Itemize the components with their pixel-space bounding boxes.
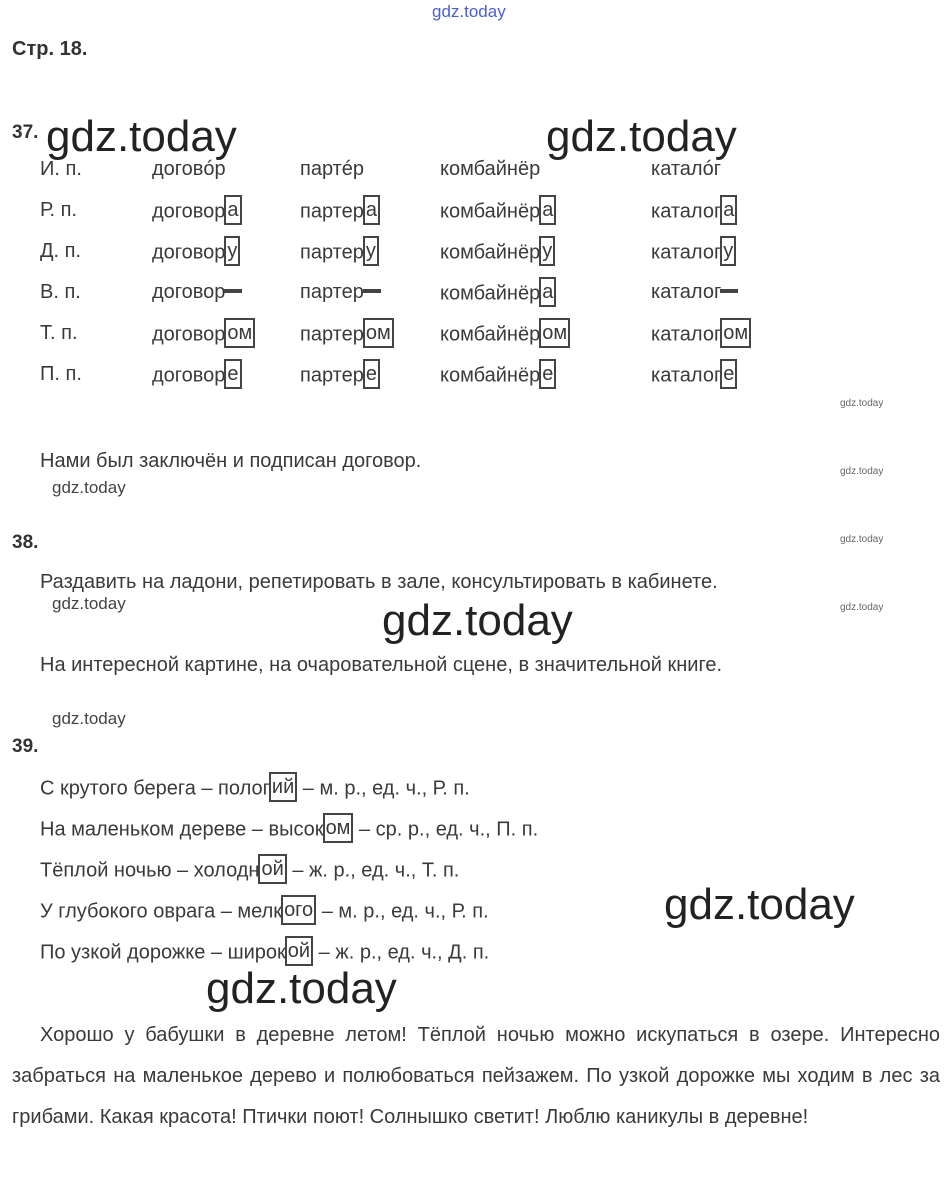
- noun-form: [440, 322, 570, 348]
- grammar-info: – м. р., ед. ч., Р. п.: [297, 777, 470, 800]
- word-stem: комбайнёр: [440, 323, 541, 346]
- case-label: П. п.: [40, 363, 82, 385]
- exercise-37-sentence: Нами был заключён и подписан договор.: [40, 450, 422, 472]
- noun-form: [440, 199, 556, 225]
- phrase-text: На маленьком дереве – высок: [40, 818, 324, 841]
- watermark-tiny: gdz.today: [840, 398, 884, 409]
- word-stem: договор: [152, 364, 226, 387]
- noun-form: [651, 281, 738, 304]
- noun-form: [300, 240, 379, 266]
- phrase-row: [40, 899, 489, 925]
- grammar-info: – ж. р., ед. ч., Т. п.: [286, 859, 460, 882]
- word-stem: каталог: [651, 200, 722, 223]
- ending-box: [363, 289, 381, 293]
- word-stem: комбайнёр: [440, 200, 541, 223]
- word-stem: договор: [152, 241, 226, 264]
- word-stem: каталог: [651, 364, 722, 387]
- noun-form: [152, 363, 242, 389]
- watermark-large: gdz.today: [206, 964, 397, 1013]
- grammar-info: – ср. р., ед. ч., П. п.: [353, 818, 539, 841]
- phrase-row: [40, 776, 470, 802]
- case-label: Р. п.: [40, 199, 78, 221]
- case-label: Д. п.: [40, 240, 82, 262]
- noun-form: [440, 281, 556, 307]
- watermark-tiny: gdz.today: [840, 602, 884, 613]
- ending-box: у: [363, 236, 379, 266]
- exercise-37-number: 37.: [12, 122, 39, 143]
- ending-box: ом: [539, 318, 570, 348]
- ending-box: а: [539, 195, 556, 225]
- case-label: Т. п.: [40, 322, 78, 344]
- page-reference: Стр. 18.: [12, 38, 88, 60]
- word-stem: каталог: [651, 281, 722, 304]
- case-label: И. п.: [40, 158, 82, 180]
- exercise-38-line-1: Раздавить на ладони, репетировать в зале, консультировать в кабинете.: [40, 571, 718, 593]
- ending-box: у: [539, 236, 555, 266]
- paragraph-first-sentence: Хорошо у бабушки в деревне летом! Тёплой ночью можно искупаться в озере.: [40, 1024, 830, 1046]
- ending-box: ом: [720, 318, 751, 348]
- word-stem: партéр: [300, 158, 365, 181]
- exercise-38-line-2: На интересной картине, на очаровательной сцене, в значительной книге.: [40, 654, 723, 676]
- watermark-large: gdz.today: [382, 596, 573, 645]
- watermark-tiny: gdz.today: [840, 466, 884, 477]
- ending-box: ом: [224, 318, 255, 348]
- grammar-info: – м. р., ед. ч., Р. п.: [316, 900, 489, 923]
- noun-form: [651, 322, 751, 348]
- paragraph-rest: Интересно забраться на маленькое дерево и полюбоваться пейзажем. По узкой дорожке мы ходим в лес за грибами. Какая красота! Птички поют! Солнышко светит! Люблю каникулы в деревне!: [12, 1024, 941, 1128]
- top-watermark[interactable]: gdz.today: [432, 2, 506, 21]
- exercise-39-number: 39.: [12, 736, 39, 757]
- noun-form: [300, 363, 380, 389]
- ending-box: а: [224, 195, 241, 225]
- noun-form: [440, 363, 556, 389]
- noun-form: [651, 240, 736, 266]
- word-stem: каталог: [651, 323, 722, 346]
- watermark-large: gdz.today: [46, 112, 237, 161]
- noun-form: [651, 363, 737, 389]
- noun-form: [152, 199, 242, 225]
- ending-box: ой: [285, 936, 313, 966]
- ending-box: е: [539, 359, 556, 389]
- noun-form: [440, 158, 540, 181]
- ending-box: [720, 289, 738, 293]
- noun-form: [300, 322, 394, 348]
- word-stem: комбайнёр: [440, 241, 541, 264]
- word-stem: каталóг: [651, 158, 722, 181]
- watermark-small: gdz.today: [52, 478, 126, 497]
- word-stem: комбайнёр: [440, 282, 541, 305]
- phrase-row: [40, 858, 459, 884]
- exercise-38-number: 38.: [12, 532, 39, 553]
- ending-box: ой: [258, 854, 286, 884]
- watermark-small: gdz.today: [52, 594, 126, 613]
- phrase-row: [40, 817, 538, 843]
- ending-box: е: [224, 359, 241, 389]
- ending-box: ом: [323, 813, 354, 843]
- ending-box: е: [363, 359, 380, 389]
- ending-box: а: [539, 277, 556, 307]
- noun-form: [152, 158, 226, 181]
- watermark-tiny: gdz.today: [840, 534, 884, 545]
- ending-box: е: [720, 359, 737, 389]
- ending-box: а: [720, 195, 737, 225]
- noun-form: [300, 158, 364, 181]
- phrase-text: Тёплой ночью – холодн: [40, 859, 260, 882]
- word-stem: каталог: [651, 241, 722, 264]
- watermark-large: gdz.today: [546, 112, 737, 161]
- watermark-small: gdz.today: [52, 709, 126, 728]
- noun-form: [300, 199, 380, 225]
- watermark-large: gdz.today: [664, 880, 855, 929]
- word-stem: договор: [152, 323, 226, 346]
- noun-form: [651, 158, 721, 181]
- ending-box: ий: [269, 772, 297, 802]
- word-stem: партер: [300, 281, 364, 304]
- ending-box: а: [363, 195, 380, 225]
- word-stem: договóр: [152, 158, 226, 181]
- exercise-39-paragraph: [12, 1015, 940, 1138]
- word-stem: партер: [300, 364, 364, 387]
- noun-form: [152, 281, 242, 304]
- noun-form: [300, 281, 381, 304]
- ending-box: у: [224, 236, 240, 266]
- word-stem: партер: [300, 241, 364, 264]
- case-label: В. п.: [40, 281, 81, 303]
- noun-form: [651, 199, 737, 225]
- word-stem: партер: [300, 323, 364, 346]
- phrase-row: [40, 940, 489, 966]
- word-stem: комбайнёр: [440, 158, 541, 181]
- ending-box: у: [720, 236, 736, 266]
- ending-box: ом: [363, 318, 394, 348]
- ending-box: [224, 289, 242, 293]
- word-stem: комбайнёр: [440, 364, 541, 387]
- grammar-info: – ж. р., ед. ч., Д. п.: [313, 941, 490, 964]
- phrase-text: С крутого берега – полог: [40, 777, 270, 800]
- word-stem: партер: [300, 200, 364, 223]
- noun-form: [152, 322, 255, 348]
- phrase-text: По узкой дорожке – широк: [40, 941, 286, 964]
- noun-form: [152, 240, 240, 266]
- word-stem: договор: [152, 281, 226, 304]
- phrase-text: У глубокого оврага – мелк: [40, 900, 283, 923]
- noun-form: [440, 240, 555, 266]
- word-stem: договор: [152, 200, 226, 223]
- ending-box: ого: [281, 895, 316, 925]
